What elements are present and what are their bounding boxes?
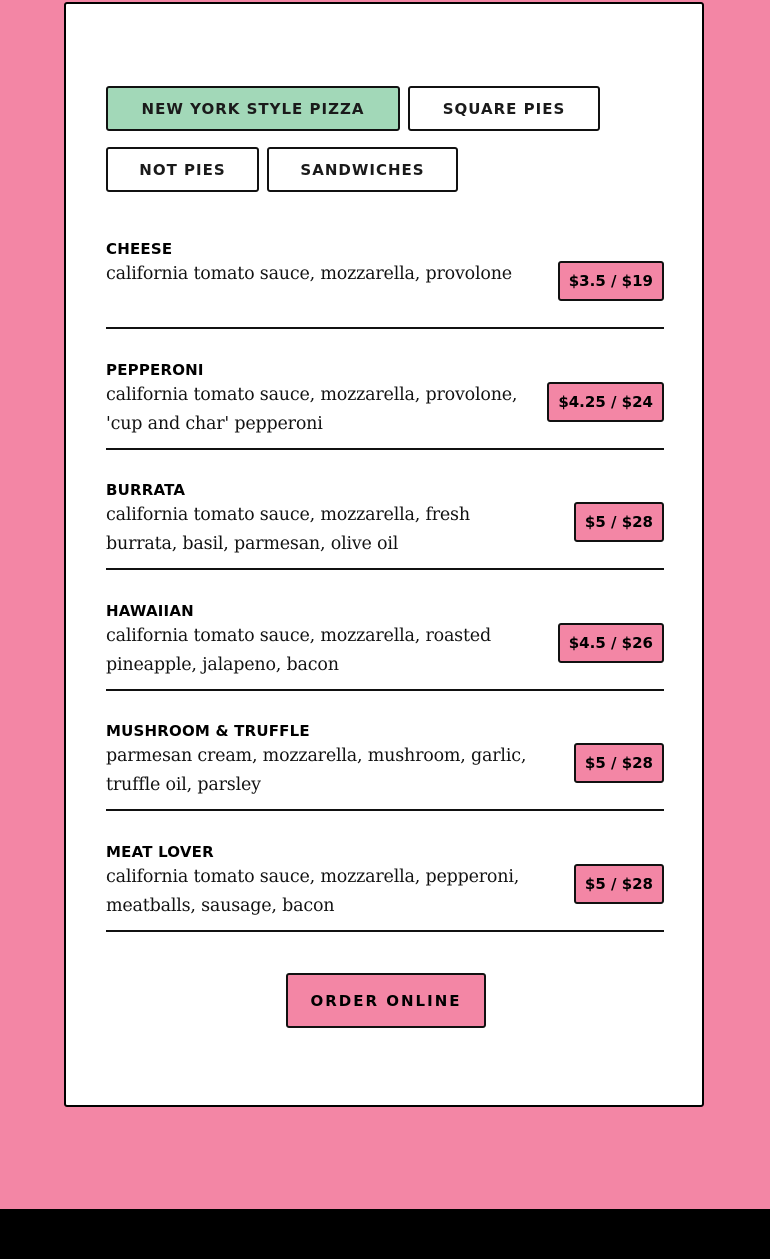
tab-square-pies[interactable]: SQUARE PIES [408,86,600,131]
tab-new-york-style-pizza[interactable]: NEW YORK STYLE PIZZA [106,86,400,131]
menu-item [106,716,664,811]
menu-item-name: PEPPERONI [106,360,204,379]
menu-item-name: HAWAIIAN [106,601,194,620]
menu-item [106,596,664,691]
price-badge: $3.5 / $19 [558,261,664,301]
price-badge: $5 / $28 [574,743,664,783]
menu-item-name: CHEESE [106,240,173,258]
menu-item-name: BURRATA [106,481,186,499]
menu-card [64,2,704,1107]
menu-item-name: MUSHROOM & TRUFFLE [106,722,310,740]
tab-not-pies[interactable]: NOT PIES [106,147,259,192]
menu-item-description: california tomato sauce, mozzarella, provolone [106,264,512,284]
price-badge: $5 / $28 [574,864,664,904]
menu-item [106,475,664,570]
tab-sandwiches[interactable]: SANDWICHES [267,147,458,192]
menu-item-description: parmesan cream, mozzarella, mushroom, garlic, truffle oil, parsley [106,746,527,795]
menu-item-description: california tomato sauce, mozzarella, fresh burrata, basil, parmesan, olive oil [106,505,470,554]
footer-bar [0,1209,770,1259]
menu-item-description: california tomato sauce, mozzarella, provolone, 'cup and char' pepperoni [106,384,518,434]
menu-item [106,837,664,932]
order-online-button[interactable]: ORDER ONLINE [286,973,486,1028]
menu-item [106,234,664,329]
menu-item-name: MEAT LOVER [106,842,214,861]
menu-item-description: california tomato sauce, mozzarella, roasted pineapple, jalapeno, bacon [106,625,491,675]
price-badge: $5 / $28 [574,502,664,542]
price-badge: $4.25 / $24 [547,382,664,422]
price-badge: $4.5 / $26 [558,623,664,663]
menu-item-description: california tomato sauce, mozzarella, pepperoni, meatballs, sausage, bacon [106,866,520,916]
menu-item [106,355,664,450]
